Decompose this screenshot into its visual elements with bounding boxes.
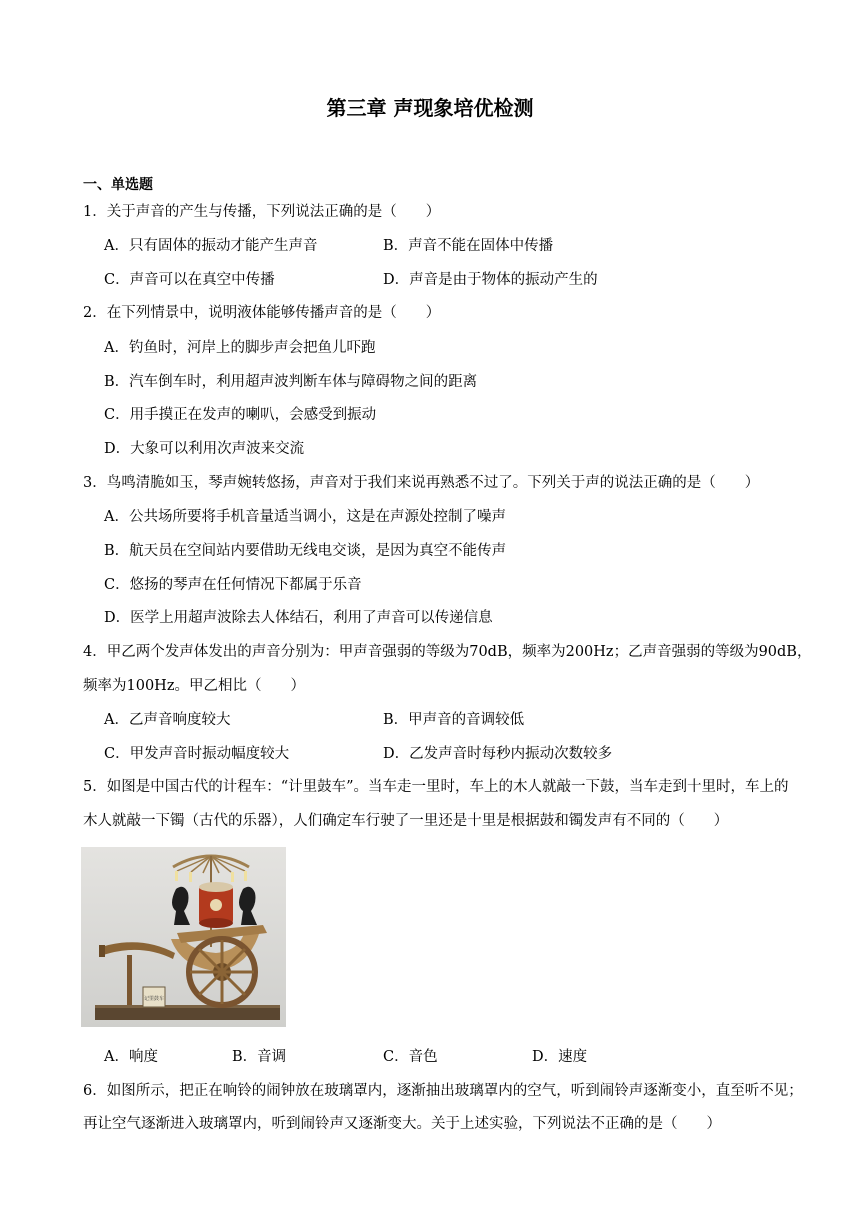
question-3-option-b: B．航天员在空间站内要借助无线电交谈，是因为真空不能传声 xyxy=(104,543,507,559)
question-1-option-b: B．声音不能在固体中传播 xyxy=(383,238,554,254)
question-5-option-c: C．音色 xyxy=(383,1049,438,1065)
question-3-stem: 3．鸟鸣清脆如玉，琴声婉转悠扬，声音对于我们来说再熟悉不过了。下列关于声的说法正确的是（ ） xyxy=(83,475,760,491)
question-5-stem-line-2: 木人就敲一下镯（古代的乐器），人们确定车行驶了一里还是十里是根据鼓和镯发声有不同的（ ） xyxy=(83,813,729,829)
question-3-option-d: D．医学上用超声波除去人体结石，利用了声音可以传递信息 xyxy=(104,610,493,626)
question-2-stem: 2．在下列情景中，说明液体能够传播声音的是（ ） xyxy=(83,305,441,321)
question-5-option-b: B．音调 xyxy=(232,1049,287,1065)
question-2-option-b: B．汽车倒车时，利用超声波判断车体与障碍物之间的距离 xyxy=(104,374,478,390)
question-5-option-d: D．速度 xyxy=(532,1049,588,1065)
question-3-option-a: A．公共场所要将手机音量适当调小，这是在声源处控制了噪声 xyxy=(104,509,506,525)
question-4-option-d: D．乙发声音时每秒内振动次数较多 xyxy=(383,746,613,762)
question-3-option-c: C．悠扬的琴声在任何情况下都属于乐音 xyxy=(104,577,362,593)
question-1-stem: 1．关于声音的产生与传播，下列说法正确的是（ ） xyxy=(83,204,441,220)
question-4-option-b: B．甲声音的音调较低 xyxy=(383,712,525,728)
question-1-option-d: D．声音是由于物体的振动产生的 xyxy=(383,272,598,288)
question-6-stem-line-2: 再让空气逐渐进入玻璃罩内，听到闹铃声又逐渐变大。关于上述实验，下列说法不正确的是（ ） xyxy=(83,1116,721,1132)
question-2-option-a: A．钓鱼时，河岸上的脚步声会把鱼儿吓跑 xyxy=(104,340,376,356)
question-4-option-c: C．甲发声音时振动幅度较大 xyxy=(104,746,290,762)
page-title: 第三章 声现象培优检测 xyxy=(326,96,534,120)
question-4-stem-line-2: 频率为100Hz。甲乙相比（ ） xyxy=(83,678,305,694)
question-1-option-a: A．只有固体的振动才能产生声音 xyxy=(104,238,318,254)
question-5-option-a: A．响度 xyxy=(104,1049,158,1065)
drum-cart-figure xyxy=(81,847,286,1027)
question-6-stem-line-1: 6．如图所示，把正在响铃的闹钟放在玻璃罩内，逐渐抽出玻璃罩内的空气，听到闹铃声逐渐变小，直至听不见； xyxy=(83,1083,803,1099)
question-4-option-a: A．乙声音响度较大 xyxy=(104,712,231,728)
question-1-option-c: C．声音可以在真空中传播 xyxy=(104,272,275,288)
question-5-stem-line-1: 5．如图是中国古代的计程车：“计里鼓车”。当车走一里时，车上的木人就敲一下鼓，当车走到十里时，车上的 xyxy=(83,779,789,795)
section-heading: 一、单选题 xyxy=(83,177,153,193)
question-4-stem-line-1: 4．甲乙两个发声体发出的声音分别为：甲声音强弱的等级为70dB，频率为200Hz；乙声音强弱的等级为90dB， xyxy=(83,644,812,660)
figure-sign-label: 记里鼓车 xyxy=(143,996,165,1002)
question-2-option-c: C．用手摸正在发声的喇叭，会感受到振动 xyxy=(104,407,377,423)
question-2-option-d: D．大象可以利用次声波来交流 xyxy=(104,441,305,457)
